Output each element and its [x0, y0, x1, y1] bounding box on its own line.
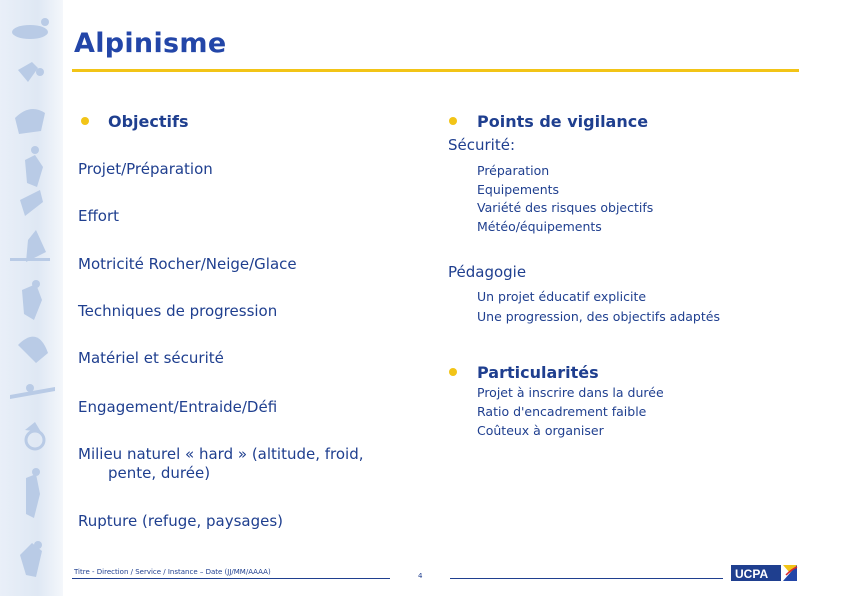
bullet-icon	[449, 368, 457, 376]
list-item: Techniques de progression	[78, 302, 278, 320]
page-title: Alpinisme	[74, 28, 227, 59]
securite-item: Variété des risques objectifs	[477, 200, 654, 215]
particularites-item: Ratio d'encadrement faible	[477, 404, 647, 419]
particularites-item: Coûteux à organiser	[477, 423, 604, 438]
sport-silhouettes-icon	[0, 0, 63, 596]
vigilance-heading: Points de vigilance	[477, 112, 649, 131]
list-item: Motricité Rocher/Neige/Glace	[78, 255, 297, 273]
objectifs-heading: Objectifs	[108, 112, 189, 131]
page-number: 4	[418, 572, 423, 580]
securite-item: Préparation	[477, 163, 550, 178]
logo-text: UCPA	[735, 567, 769, 581]
footer-rule-left	[72, 578, 390, 579]
list-item: Projet/Préparation	[78, 160, 213, 178]
list-item: Matériel et sécurité	[78, 349, 224, 367]
pedagogie-label: Pédagogie	[448, 263, 527, 281]
list-item: Rupture (refuge, paysages)	[78, 512, 284, 530]
securite-item: Météo/équipements	[477, 219, 602, 234]
securite-label: Sécurité:	[448, 136, 516, 154]
list-item: Engagement/Entraide/Défi	[78, 398, 278, 416]
footer-rule-right	[450, 578, 723, 579]
list-item-wrapped	[78, 445, 408, 483]
pedagogie-item: Une progression, des objectifs adaptés	[477, 309, 720, 324]
sport-sidebar	[0, 0, 63, 596]
title-underline	[72, 69, 799, 72]
bullet-icon	[81, 117, 89, 125]
wrapped-line-2: pente, durée)	[108, 464, 211, 482]
securite-item: Equipements	[477, 182, 560, 197]
ucpa-logo-icon	[731, 563, 799, 583]
pedagogie-item: Un projet éducatif explicite	[477, 289, 647, 304]
list-item: Effort	[78, 207, 120, 225]
particularites-heading: Particularités	[477, 363, 599, 382]
footer-text: Titre - Direction / Service / Instance – Date (JJ/MM/AAAA)	[74, 568, 271, 576]
particularites-item: Projet à inscrire dans la durée	[477, 385, 664, 400]
wrapped-line-1: Milieu naturel « hard » (altitude, froid,	[78, 445, 364, 463]
bullet-icon	[449, 117, 457, 125]
